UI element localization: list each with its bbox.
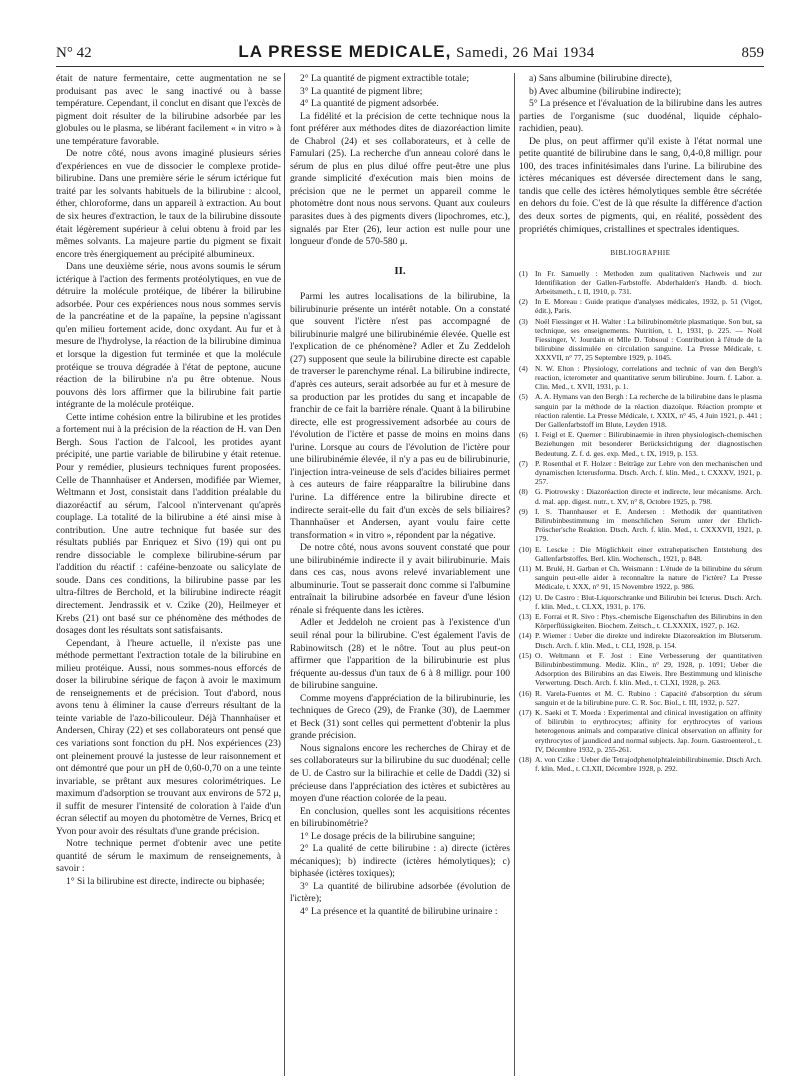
bibliography-entry <box>519 269 762 297</box>
paragraph: Dans une deuxième série, nous avons soumis le sérum ictérique à l'action des ferments protéolytiques, en vue de détruire la molécule protéique, de libérer la bilirubine adsorbée. Pour ces expériences nous nous sommes servis de la pancréatine et de la papaïne, la pepsine n'agissant qu'en milieu fortement acide, donc oxydant. Au fur et à mesure de l'hydrolyse, la réaction de la bilirubine diminua et lorsque la digestion fut terminée et que la molécule protéique se trouva dégradée à l'état de peptone, aucune réaction de la bilirubine n'a pu être obtenue. Nous pouvons dès lors affirmer que la bilirubine fait partie intégrante de la molécule protéique. <box>56 261 281 411</box>
bibliography-entry <box>519 689 762 707</box>
bibliography-number: (15) <box>519 650 532 660</box>
bibliography-text: P. Wiemer : Ueber die direkte und indirekte Diazoreaktion im Blutserum. Dtsch. Arch. f. klin. Med., t. CLI, 1928, p. 154. <box>535 631 762 650</box>
list-item: 1° Le dosage précis de la bilirubine sanguine; <box>300 830 476 842</box>
bibliography-entry <box>519 392 762 429</box>
issue-date: Samedi, 26 Mai 1934 <box>456 45 595 61</box>
bibliography-number: (18) <box>519 755 532 765</box>
paragraph: De notre côté, nous avons souvent constaté que pour une bilirubinémie indirecte il y avait bilirubinurie. Mais dans ces cas, nous avons relevé invariablement une albuminurie. Tout se passerait donc comme si l'albumine entraînait la bilirubine adsorbée en faveur d'une lésion rénale si fréquente dans les ictères. <box>290 542 510 616</box>
paragraph: Cette intime cohésion entre la bilirubine et les protides a fortement nui à la précision de la réaction de H. van Den Bergh. Sous l'action de l'alcool, les protides ayant précipité, une partie variable de bilirubine y était retenue. Pour y remédier, plusieurs techniques furent proposées. Celle de Thannhaüser et Andersen, modifiée par Wiemer, Weltmann et Jost, consistait dans l'addition préalable du diazoréactif au sérum, l'alcool n'intervenant qu'après couplage. La totalité de la bilirubine a été ainsi mise à contribution. Une autre technique fut basée sur des résultats publiés par Enriquez et Sivo (19) qui ont pu rendre dissociable le complexe bilirubine-sérum par l'addition du réactif : caféine-benzoate ou salicylate de soude. Dans ces conditions, la bilirubine passe par les ultra-filtres de Berchold, et la bilirubine indirecte réagit directement. Jendrassik et v. Czike (20), Heilmeyer et Krebs (21) ont basé sur ce phénomène des méthodes de dosages dont les résultats sont satisfaisants. <box>56 411 281 637</box>
bibliography-number: (7) <box>519 458 528 468</box>
bibliography-number: (12) <box>519 592 532 602</box>
bibliography-text: In Fr. Samuelly : Methoden zum qualitativen Nachweis und zur Identifikation der Gallen-Farbstoffe. Abderhalden's Handb. d. bioch. Arbeitsmeth., t. II, 1910, p. 731. <box>535 268 762 297</box>
journal-name: LA PRESSE MEDICALE, <box>238 42 452 61</box>
paragraph: En conclusion, quelles sont les acquisitions récentes en bilirubinométrie? <box>290 805 510 830</box>
list-item: 2° La qualité de cette bilirubine : a) directe (ictères mécaniques); b) indirecte (ictères hémolytiques); c) biphasée (ictères toxiques); <box>290 843 510 880</box>
bibliography-number: (3) <box>519 316 528 326</box>
bibliography-text: I. Feigl et E. Querner : Bilirubinaemie in ihren physiologisch-chemischen Beziehungen mit besonderer Berücksichtigung der diagnostischen Bedeutung. Z. f. d. ges. exp. Med., t. IX, 1919, p. 153. <box>535 430 762 458</box>
paragraph: Cependant, à l'heure actuelle, il n'existe pas une méthode permettant l'extraction totale de la bilirubine en milieu protéique. Aussi, nous sommes-nous efforcés de doser la bilirubine sérique de façon à avoir le maximum de renseignements et de précision. Tout d'abord, nous avons tenu à éliminer la cause d'erreurs résultant de la teinte variable de l'azo-bilicouleur. Déjà Thannhaüser et Andersen, Chiray (22) et ses collaborateurs ont pensé que ces variations sont fonction du pH. Nos expériences (23) ont pleinement prouvé la justesse de leur raisonnement et ont démontré que pour un pH de 0,60-0,70 on a une teinte invariable, se prêtant aux mesures colorimétriques. Le maximum d'adsorption se trouvant aux environs de 572 μ, il suffit de mesurer l'intensité de coloration à l'aide d'un écran sélectif au moyen du photomètre de Vernes, Bricq et Yvon pour avoir des résultats d'une grande précision. <box>56 637 281 837</box>
bibliography-entry <box>519 317 762 363</box>
paragraph: Comme moyens d'appréciation de la bilirubinurie, les techniques de Greco (29), de Franke (30), de Laemmer et Beck (31) sont celles qui permettent d'obtenir la plus grande précision. <box>290 692 510 742</box>
bibliography-number: (13) <box>519 611 532 621</box>
bibliography-text: G. Piotrowsky : Diazoréaction directe et indirecte, leur mécanisme. Arch. d. mal. app. digest. nutr., t. XV, n° 8, Octobre 1925, p. 798. <box>535 487 762 506</box>
list-item: 1° Si la bilirubine est directe, indirecte ou biphasée; <box>66 876 265 887</box>
journal-title <box>238 42 594 62</box>
page-number: 859 <box>741 45 764 61</box>
list-item: 3° La quantité de bilirubine adsorbée (évolution de l'ictère); <box>290 880 510 905</box>
bibliography-text: P. Rosenthal et F. Holzer : Beiträge zur Lehre von den mechanischen und dynamischen Icterusforma. Dtsch. Arch. f. klin. Med., t. CXXXV, 1921, p. 257. <box>535 458 762 487</box>
paragraph: Notre technique permet d'obtenir avec une petite quantité de sérum le maximum de renseignements, à savoir : <box>56 838 281 875</box>
bibliography-entry <box>519 487 762 505</box>
list-item: a) Sans albumine (bilirubine directe), <box>529 73 673 84</box>
list-item: 3° La quantité de pigment libre; <box>300 85 423 97</box>
bibliography-text: A. A. Hymans van den Bergh : La recherche de la bilirubine dans le plasma sanguin par la méthode de la réaction diazoïque. Réaction prompte et réaction ralentie. La Presse Médicale, t. XXIX, n° 45, 4 Juin 1921, p. 441 ; Der Gallenfarbstoff im Blute, Leyden 1918. <box>535 392 762 429</box>
list-item: 4° La présence et la quantité de bilirubine urinaire : <box>300 906 498 917</box>
bibliography-number: (6) <box>519 430 528 440</box>
paragraph: De notre côté, nous avons imaginé plusieurs séries d'expériences en vue de dissocier le complexe protide-bilirubine. Dans une première série le sérum ictérique fut traité par les solvants habituels de la bilirubine : alcool, éther, chloroforme, dans un appareil à extraction. Au bout de six heures d'extraction, le taux de la bilirubine dissoute était légèrement supérieur à celui obtenu à froid par les mêmes solvants. La majeure partie du pigment se fixait encore très énergiquement au précipité albumineux. <box>56 148 281 260</box>
paragraph: était de nature fermentaire, cette augmentation ne se produisant pas avec le sang inactivé ou à basse température. Cependant, il conclut en disant que l'excès de pigment doit résulter de la bilirubine adsorbée par les globules ou le plasma, se libérant facilement « in vitro » à une température favorable. <box>56 73 281 147</box>
page-header <box>56 42 764 64</box>
bibliography-number: (8) <box>519 487 528 497</box>
bibliography-text: M. Brulé, H. Garban et Ch. Weismann : L'étude de la bilirubine du sérum sanguin peut-elle aider à reconnaître la nature de l'ictère? La Presse Médicale, t. XXX, n° 91, 15 Novembre 1922, p. 986. <box>535 563 762 592</box>
bibliography-text: K. Saeki et T. Moeda : Experimental and clinical investigation on affinity of bilirubin to erythrocytes; affinity for erythrocytes of various heterogenous animals and comparative clinical observation on affinity for erythrocytes of jaundiced and normal subjects. Jap. Journ. Gastroenterol., t. IV, Décembre 1932, p. 255-261. <box>535 708 762 754</box>
bibliography-text: E. Forrai et R. Sivo : Phys.-chemische Eigenschaften des Bilirubins in den Körperflüssigkeiten. Biochem. Zeitsch., t. CLXXXIX, 1927, p. 162. <box>535 611 762 631</box>
bibliography-text: R. Varela-Fuentes et M. C. Rubino : Capacité d'absorption du sérum sanguin et de la bilirubine pure. C. R. Soc. Biol., t. III, 1932, p. 527. <box>535 688 762 707</box>
header-rule <box>56 66 764 67</box>
bibliography-number: (9) <box>519 506 528 516</box>
paragraph: Adler et Jeddeloh ne croient pas à l'existence d'un seuil rénal pour la bilirubine. C'est également l'avis de Rabinowitsch (28) et le nôtre. Tout au plus peut-on affirmer que l'apparition de la bilirubinurie est plus fréquente au-dessus d'un taux de 6 à 8 milligr. pour 100 de bilirubine sanguine. <box>290 617 510 692</box>
bibliography-entry <box>519 612 762 630</box>
bibliography-entry <box>519 708 762 754</box>
column-right <box>519 73 762 774</box>
bibliography-number: (16) <box>519 688 532 698</box>
bibliography-list <box>519 269 762 774</box>
bibliography-entry <box>519 545 762 563</box>
column-divider <box>284 73 285 1076</box>
paragraph: Nous signalons encore les recherches de Chiray et de ses collaborateurs sur la bilirubine du suc duodénal; celle de U. de Castro sur la bilirachie et celle de Daddi (32) si précieuse dans l'appréciation des ictères et subictères au moyen d'une réaction colorée de la peau. <box>290 742 510 805</box>
bibliography-number: (5) <box>519 392 528 402</box>
list-item: 2° La quantité de pigment extractible totale; <box>300 73 470 84</box>
bibliography-entry <box>519 459 762 487</box>
bibliography-text: A. von Czike : Ueber die Tetrajodphenolphtaleinbilirubinemie. Dtsch Arch. f. klin. Med., t. CLXII, Décembre 1928, p. 292. <box>535 755 762 774</box>
bibliography-number: (11) <box>519 563 532 573</box>
bibliography-text: In E. Moreau : Guide pratique d'analyses médicales, 1932, p. 51 (Vigot, édit.), Paris. <box>535 297 762 316</box>
bibliography-number: (2) <box>519 297 528 307</box>
bibliography-number: (17) <box>519 708 532 717</box>
bibliography-entry <box>519 297 762 315</box>
issue-number: N° 42 <box>56 45 92 61</box>
bibliography-entry <box>519 755 762 773</box>
section-heading: II. <box>394 264 406 277</box>
column-divider <box>514 73 515 1076</box>
bibliography-entry <box>519 564 762 592</box>
list-item: b) Avec albumine (bilirubine indirecte); <box>529 85 682 97</box>
bibliography-number: (10) <box>519 544 532 554</box>
paragraph: La fidélité et la précision de cette technique nous la font préférer aux méthodes dites de diazoréaction limite de Chabrol (24) et ses collaborateurs, et à celle de Famulari (25). La recherche d'un anneau coloré dans le sérum de plus en plus dilué offre peut-être une plus grande simplicité d'exécution mais bien moins de précision que ne le permet un appareil comme le photomètre dont nous nous servons. Quant aux couleurs parasites dues à des pigments divers (lipochromes, etc.), signalés par Eter (26), leur action est nulle pour une longueur d'onde de 570-580 μ. <box>290 110 510 248</box>
bibliography-text: I. S. Thannhauser et E. Andersen : Methodik der quantitativen Bilirubinbestimmung im menschlichen Serum unter der Ehrlich-Pröscher'sche Reaktion. Dtsch. Arch. f. klin. Med., t. CXXXVII, 1921, p. 179. <box>535 506 762 544</box>
paragraph: De plus, on peut affirmer qu'il existe à l'état normal une petite quantité de bilirubine dans le sang, 0,4-0,8 milligr. pour 100, des traces infinitésimales dans l'urine. La bilirubine des ictères mécaniques est déversée directement dans le sang, tandis que celle des ictères hémolytiques semble être sécrétée en dehors du foie. C'est de là que résulte la différence d'action des deux sortes de pigments, qui, en réalité, possèdent des propriétés chimiques, cristallines et spectrales identiques. <box>519 135 762 235</box>
bibliography-entry <box>519 430 762 458</box>
bibliography-title: BIBLIOGRAPHIE <box>610 250 671 258</box>
bibliography-text: E. Lescke : Die Möglichkeit einer extrahepatischen Entstehung des Gallenfarbstoffes. Berl. klin. Wochensch., 1921, p. 848. <box>535 544 762 563</box>
bibliography-entry <box>519 364 762 392</box>
column-middle <box>290 73 510 919</box>
bibliography-number: (4) <box>519 363 528 373</box>
bibliography-text: U. De Castro : Blut-Liquorschranke und Bilirubin bei Icterus. Dtsch. Arch. f. klin. Med., t. CLXX, 1931, p. 176. <box>535 592 762 611</box>
bibliography-entry <box>519 507 762 544</box>
list-item: 4° La quantité de pigment adsorbée. <box>300 98 439 110</box>
bibliography-number: (1) <box>519 268 528 278</box>
bibliography-text: O. Weltmann et F. Jost : Eine Verbesserung der quantitativen Bilirubinbestimmung. Mediz. Klin., n° 29, 1928, p. 1091; Ueber die Adsorption des Bilirubins an das Eiweis. Ihre Bestimmung und klinische Verwertung. Dtsch. Arch. f. klin. Med., t. CLXI, 1928, p. 263. <box>535 650 762 688</box>
column-left <box>56 73 281 889</box>
bibliography-entry <box>519 631 762 649</box>
paragraph: Parmi les autres localisations de la bilirubine, la bilirubinurie présente un intérêt notable. On a constaté que souvent l'ictère n'est pas accompagné de bilirubinurie malgré une bilirubinémie élevée. Quelle est l'explication de ce phénomène? Adler et Zu Zeddeloh (27) supposent que seule la bilirubine directe est capable de traverser le parenchyme rénal. La bilirubine indirecte, d'après ces auteurs, serait adsorbée au fur et à mesure de sa production par les protides du sang et incapable de franchir de ce fait la barrière rénale. Quant à la bilirubine directe, elle est progressivement adsorbée au cours de l'évolution de l'ictère et passe de moins en moins dans l'urine. Lorsque au cours de l'évolution de l'ictère pour une bilirubinémie élevée, il n'y a pas eu de bilirubinurie, l'injection intra-veineuse de sels d'acides biliaires permet à ces auteurs de faire réapparaître la bilirubine dans l'urine. La différence entre la bilirubine directe et indirecte serait-elle du fait d'un excès de sels biliaires? Thannhaüser et Andersen, ayant voulu faire cette transformation « in vitro », répondent par la négative. <box>290 291 510 541</box>
bibliography-entry <box>519 651 762 688</box>
bibliography-entry <box>519 593 762 611</box>
bibliography-text: Noël Fiessinger et H. Walter : La bilirubinométrie plasmatique. Son but, sa technique, ses enseignements. Nutrition, t. 1, 1931, p. 225. — Noël Fiessinger, V. Jourdain et Mlle D. Tobsoul : Contribution à l'étude de la bilirubine dissimulée en circulation sanguine. La Presse Médicale, t. XXXVII, n° 77, 25 Septembre 1929, p. 1045. <box>535 316 762 363</box>
bibliography-number: (14) <box>519 631 532 641</box>
bibliography-text: N. W. Elton : Physiology, correlations and technic of van den Bergh's reaction, icterometer and quantitative serum bilirubine. Journ. f. Labor. a. Clin. Med., t. XVII, 1931, p. 1. <box>535 363 762 392</box>
list-item: 5° La présence et l'évaluation de la bilirubine dans les autres parties de l'organisme (suc duodénal, liquide céphalo-rachidien, peau). <box>519 98 762 135</box>
